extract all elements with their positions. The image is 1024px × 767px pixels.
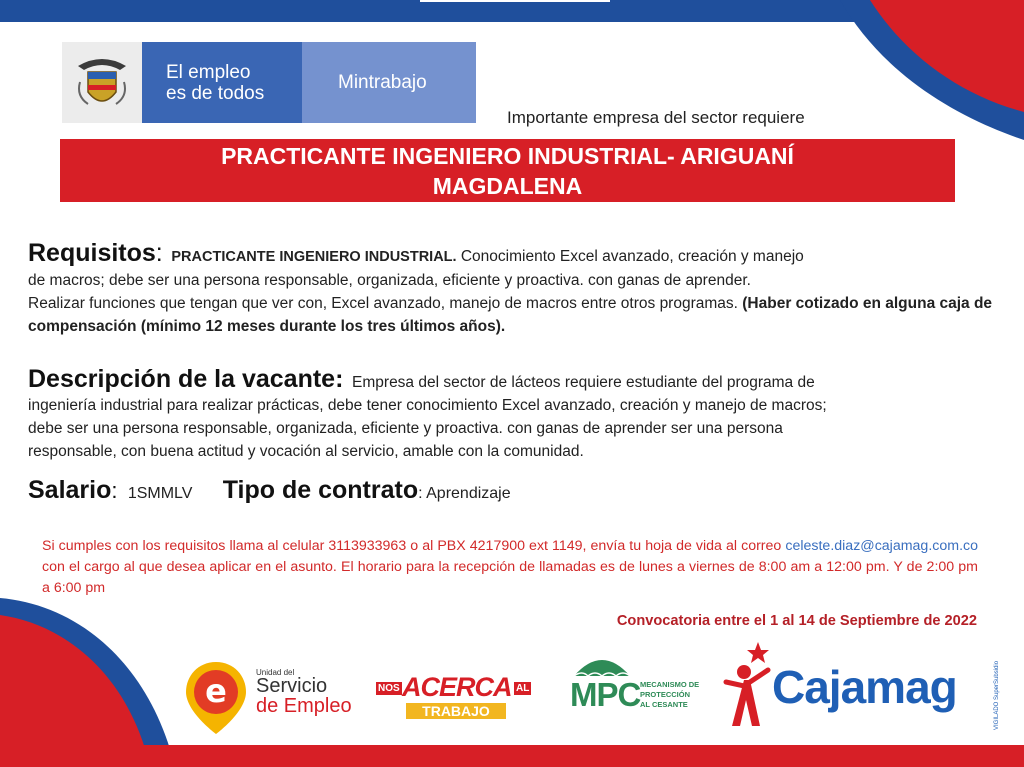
gov-slogan-line2: es de todos xyxy=(166,82,265,104)
cajamag-text: Cajamag xyxy=(772,661,957,713)
requisitos-text3: Realizar funciones que tengan que ver con, Excel avanzado, manejo de macros entre otros programas. xyxy=(28,295,743,312)
servicio-small: Unidad del xyxy=(256,668,295,677)
cajamag-logo xyxy=(722,640,1002,730)
gov-slogan-line1: El empleo xyxy=(166,61,251,83)
servicio-empleo-logo xyxy=(184,658,369,738)
mpc-description xyxy=(640,680,699,710)
descripcion-section xyxy=(28,365,988,463)
requisitos-text1: Conocimiento Excel avanzado, creación y manejo xyxy=(456,248,804,265)
salario-section xyxy=(28,476,728,505)
mpc-desc3: AL CESANTE xyxy=(640,700,688,709)
contact-text1: Si cumples con los requisitos llama al celular 3113933963 o al PBX 4217900 ext 1149, envía tu hoja de vida al correo xyxy=(42,538,786,554)
vigilado-label: VIGILADO SuperSubsidio xyxy=(994,660,1000,730)
footer-bar xyxy=(0,745,1024,767)
salario-value: 1SMMLV xyxy=(127,485,193,502)
requisitos-section xyxy=(28,239,996,338)
descripcion-heading: Descripción de la vacante: xyxy=(28,365,344,393)
requisitos-note: (Haber cotizado en alguna caja de compensación (mínimo 12 meses durante los tres últimos años). xyxy=(28,295,993,335)
contract-heading: Tipo de contrato xyxy=(222,476,419,504)
servicio-line1: Servicio xyxy=(256,675,328,697)
descripcion-text4: responsable, con buena actitud y vocación al servicio, amable con la comunidad. xyxy=(28,443,584,460)
cajamag-figure-icon xyxy=(722,640,778,730)
gov-logo xyxy=(62,42,476,123)
gov-slogan xyxy=(142,42,302,123)
svg-text:e: e xyxy=(205,672,227,710)
servicio-empleo-icon xyxy=(184,660,248,736)
mpc-logo xyxy=(570,652,700,722)
contract-value: : Aprendizaje xyxy=(418,485,511,502)
mpc-desc1: MECANISMO DE xyxy=(640,680,700,689)
requisitos-text2: de macros; debe ser una persona responsable, organizada, eficiente y proactiva. con ganas de aprender. xyxy=(28,272,751,289)
page-title: PRACTICANTE INGENIERO INDUSTRIAL- ARIGUANÍ MAGDALENA xyxy=(221,142,794,199)
mpc-text: MPC xyxy=(570,676,641,713)
ministry-name: Mintrabajo xyxy=(302,42,476,123)
contact-info xyxy=(42,536,978,599)
acerca-trabajo: TRABAJO xyxy=(406,703,506,719)
requisitos-heading: Requisitos xyxy=(28,239,156,267)
descripcion-text3: debe ser una persona responsable, organizada, eficiente y proactiva. con ganas de aprender ser una persona xyxy=(28,420,783,437)
salario-colon: : xyxy=(111,478,118,503)
coat-of-arms-icon xyxy=(62,42,142,123)
salario-heading: Salario xyxy=(28,476,112,504)
descripcion-text2: ingeniería industrial para realizar prácticas, debe tener conocimiento Excel avanzado, creación y manejo de macros; xyxy=(28,397,827,414)
mpc-desc2: PROTECCIÓN xyxy=(640,690,691,699)
servicio-line2: de Empleo xyxy=(256,695,352,717)
acerca-nos: NOS xyxy=(378,683,400,694)
acerca-al: AL xyxy=(516,683,530,694)
acerca-trabajo-logo xyxy=(376,672,536,722)
title-banner xyxy=(60,139,955,202)
contact-email-link[interactable]: celeste.diaz@cajamag.com.co xyxy=(785,538,978,554)
acerca-main: ACERCA xyxy=(402,672,512,702)
convocatoria-dates: Convocatoria entre el 1 al 14 de Septiembre de 2022 xyxy=(616,613,977,629)
umbrella-icon xyxy=(572,652,632,678)
descripcion-text1: Empresa del sector de lácteos requiere estudiante del programa de xyxy=(352,374,815,391)
subtitle: Importante empresa del sector requiere xyxy=(507,108,805,127)
contact-text2: con el cargo al que desea aplicar en el asunto. El horario para la recepción de llamadas es de lunes a viernes de 8:00 am a 12:00 pm. Y de 2:00 pm a 6:00 pm xyxy=(42,559,978,596)
requisitos-colon: : xyxy=(155,239,163,267)
requisitos-role: PRACTICANTE INGENIERO INDUSTRIAL. xyxy=(171,249,457,265)
